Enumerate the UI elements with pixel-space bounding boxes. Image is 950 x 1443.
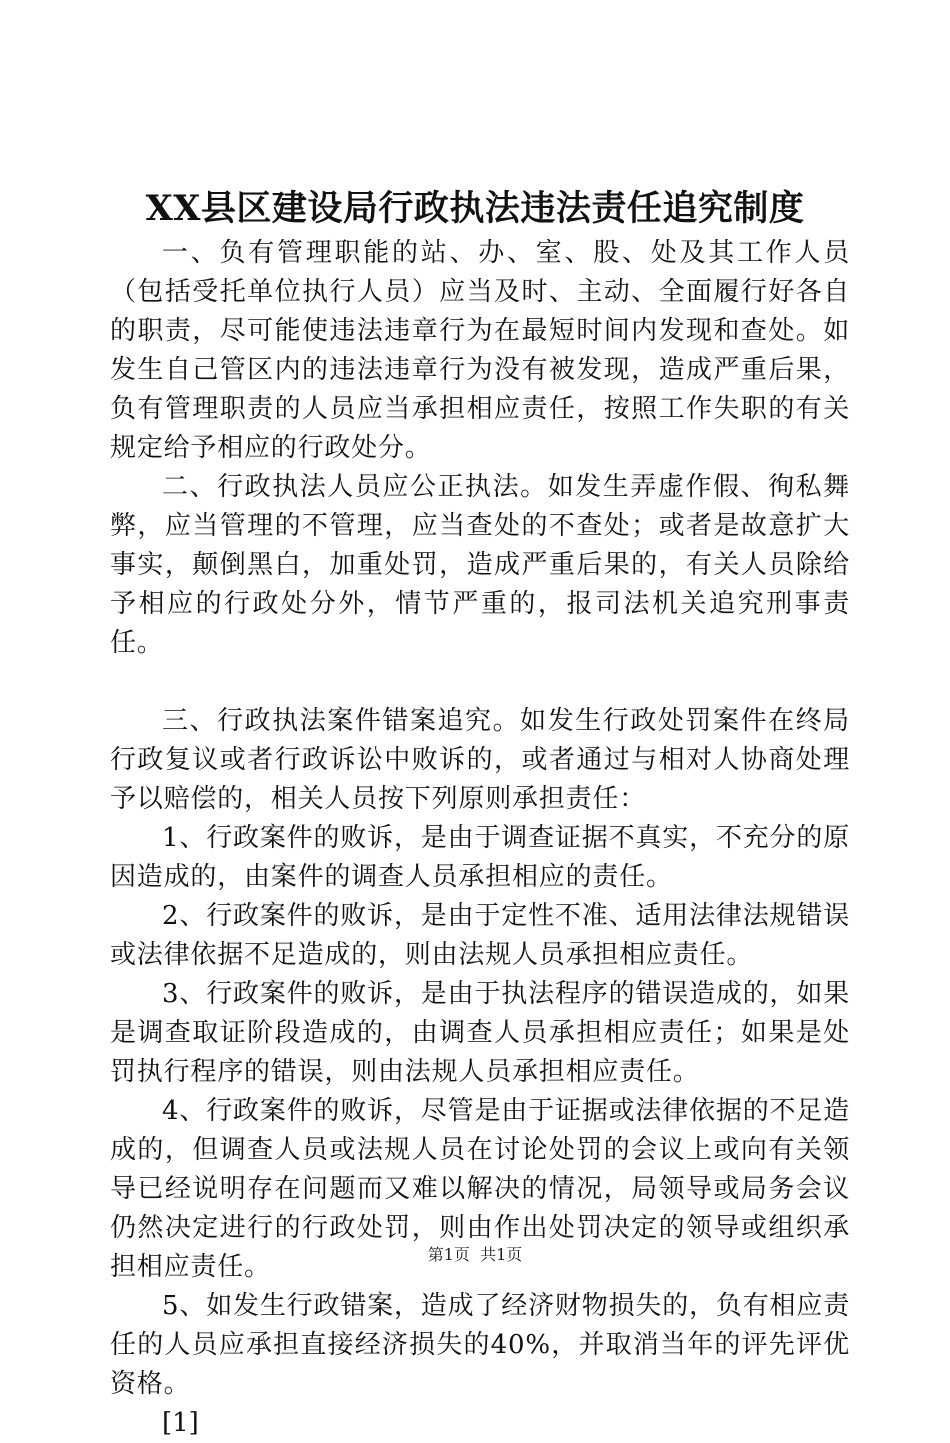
paragraph-section-1: 一、负有管理职能的站、办、室、股、处及其工作人员（包括受托单位执行人员）应当及时、主动、全面履行好各自的职责，尽可能使违法违章行为在最短时间内发现和查处。如发生自己管区内的违法违章行为没有被发现，造成严重后果，负有管理职责的人员应当承担相应责任，按照工作失职的有关规定给予相应的行政处分。: [110, 238, 850, 463]
paragraph-section-3: 三、行政执法案件错案追究。如发生行政处罚案件在终局行政复议或者行政诉讼中败诉的，或者通过与相对人协商处理予以赔偿的，相关人员按下列原则承担责任：: [110, 706, 850, 814]
paragraph-item-5: 5、如发生行政错案，造成了经济财物损失的，负有相应责任的人员应承担直接经济损失的40%，并取消当年的评先评优资格。: [110, 1291, 850, 1399]
paragraph-item-1: 1、行政案件的败诉，是由于调查证据不真实，不充分的原因造成的，由案件的调查人员承担相应的责任。: [110, 823, 850, 892]
paragraph-section-2: 二、行政执法人员应公正执法。如发生弄虚作假、徇私舞弊，应当管理的不管理，应当查处的不查处；或者是故意扩大事实，颠倒黑白，加重处罚，造成严重后果的，有关人员除给予相应的行政处分外，情节严重的，报司法机关追究刑事责任。: [110, 472, 850, 658]
paragraph-item-3: 3、行政案件的败诉，是由于执法程序的错误造成的，如果是调查取证阶段造成的，由调查人员承担相应责任；如果是处罚执行程序的错误，则由法规人员承担相应责任。: [110, 979, 850, 1087]
page-footer: 第1页 共1页: [427, 1245, 523, 1264]
paragraph-item-4: 4、行政案件的败诉，尽管是由于证据或法律依据的不足造成的，但调查人员或法规人员在讨论处罚的会议上或向有关领导已经说明存在问题而又难以解决的情况，局领导或局务会议仍然决定进行的行政处罚，则由作出处罚决定的领导或组织承担相应责任。: [110, 1096, 850, 1282]
paragraph-item-2: 2、行政案件的败诉，是由于定性不准、适用法律法规错误或法律依据不足造成的，则由法规人员承担相应责任。: [110, 901, 850, 970]
document-title: XX县区建设局行政执法违法责任追究制度: [145, 188, 805, 229]
reference-marker: [1]: [162, 1408, 199, 1438]
